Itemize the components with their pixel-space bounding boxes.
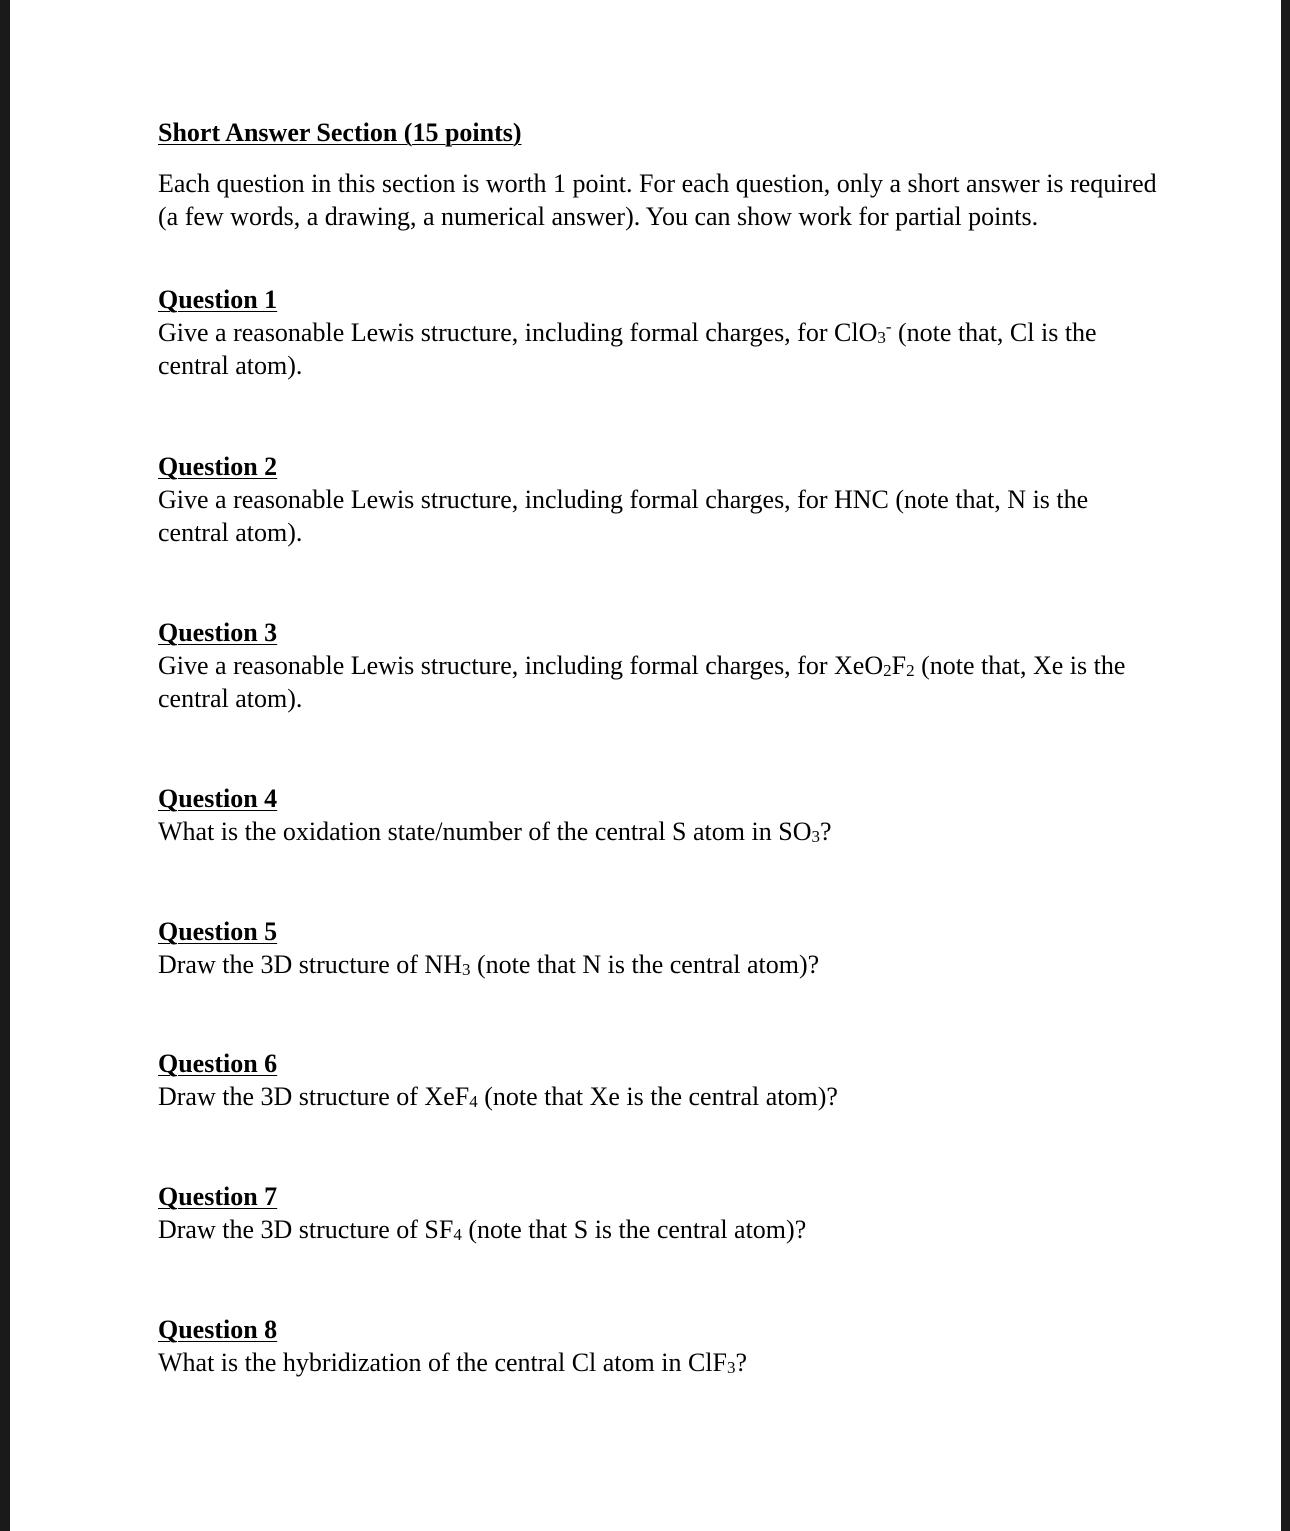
question-text: Draw the 3D structure of $SF_4$ (note that S is the central atom)? xyxy=(158,1215,807,1244)
question-8 xyxy=(158,1313,1158,1379)
question-7 xyxy=(158,1180,1158,1246)
question-heading: Question 1 xyxy=(158,285,278,314)
question-heading: Question 7 xyxy=(158,1182,278,1211)
question-heading: Question 5 xyxy=(158,917,278,946)
section-title: Short Answer Section (15 points) xyxy=(158,118,522,147)
section-header xyxy=(158,116,1158,149)
section-intro xyxy=(158,167,1158,233)
intro-text: Each question in this section is worth 1 point. For each question, only a short answer is required (a few words, a drawing, a numerical answer). You can show work for partial points. xyxy=(158,169,1157,231)
question-heading: Question 2 xyxy=(158,452,278,481)
question-text: Draw the 3D structure of $NH_3$ (note that N is the central atom)? xyxy=(158,950,820,979)
window-frame-left xyxy=(0,0,10,1531)
question-heading: Question 8 xyxy=(158,1315,278,1344)
question-text: Give a reasonable Lewis structure, including formal charges, for HNC (note that, N is the central atom). xyxy=(158,485,1089,547)
question-text: What is the oxidation state/number of the central S atom in $SO_3$? xyxy=(158,817,832,846)
window-frame-right xyxy=(1281,0,1290,1531)
question-text: What is the hybridization of the central Cl atom in ClF$_3$? xyxy=(158,1348,748,1377)
question-5 xyxy=(158,915,1158,981)
question-2 xyxy=(158,450,1158,549)
question-text: Give a reasonable Lewis structure, including formal charges, for $XeO_2F_2$ (note that, Xe is the central atom). xyxy=(158,651,1126,713)
question-6 xyxy=(158,1047,1158,1113)
question-heading: Question 4 xyxy=(158,784,278,813)
question-text: Draw the 3D structure of XeF$_4$ (note that Xe is the central atom)? xyxy=(158,1082,838,1111)
question-text: Give a reasonable Lewis structure, including formal charges, for ClO$_3$- (note that, Cl is the central atom). xyxy=(158,317,1097,380)
question-1 xyxy=(158,283,1158,382)
question-heading: Question 6 xyxy=(158,1049,278,1078)
document-page xyxy=(10,0,1281,1531)
question-heading: Question 3 xyxy=(158,618,278,647)
question-3 xyxy=(158,616,1158,715)
question-4 xyxy=(158,782,1158,848)
